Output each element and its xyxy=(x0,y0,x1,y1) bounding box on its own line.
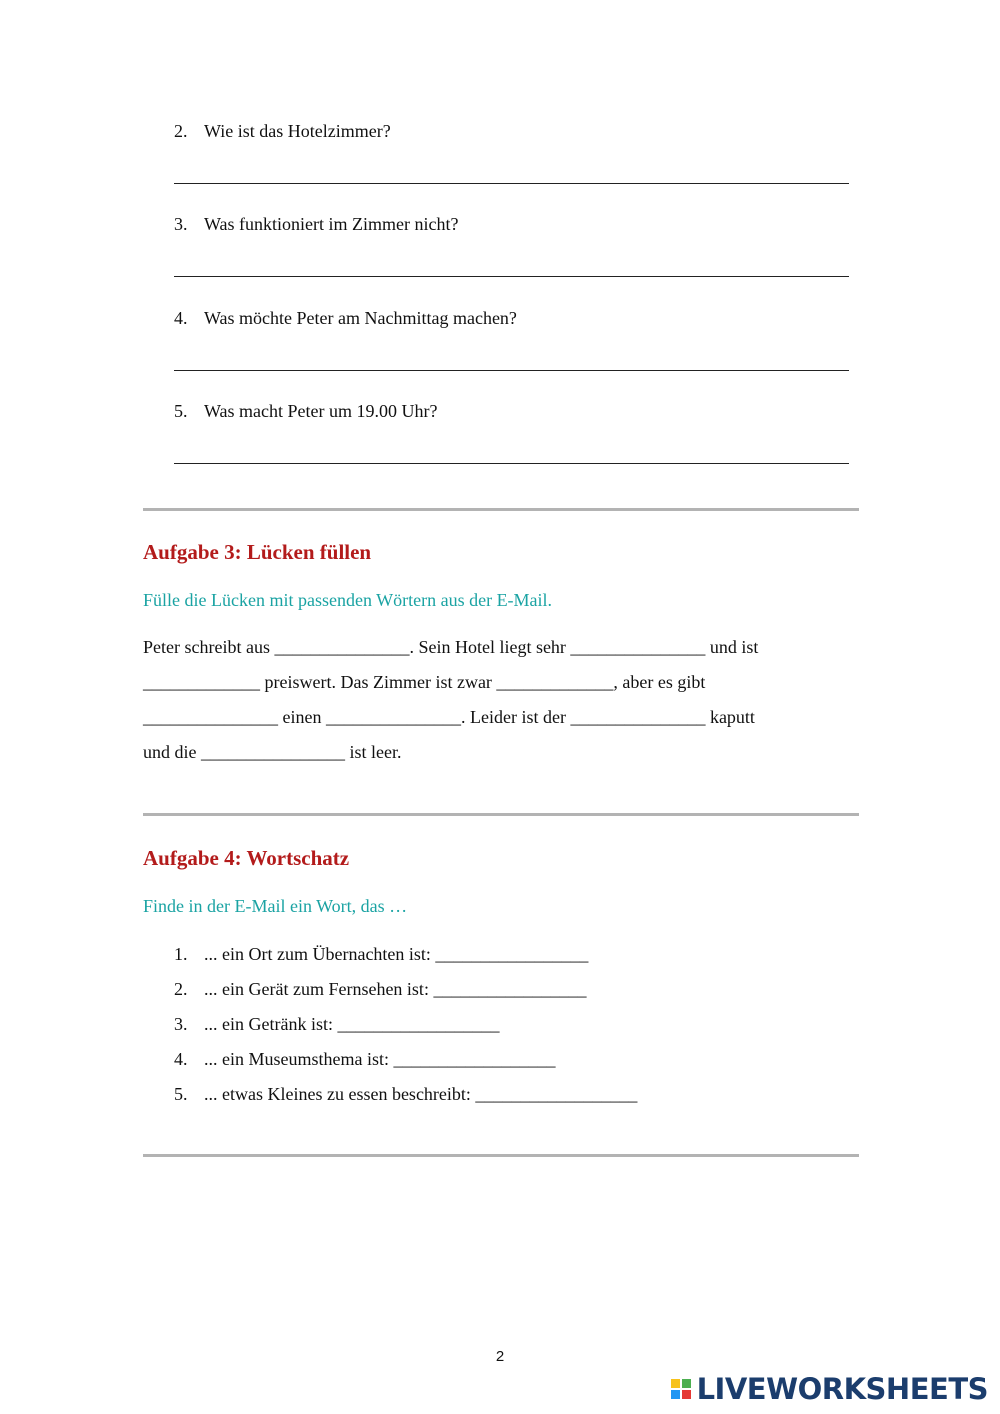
logo-square xyxy=(671,1379,680,1388)
item-text: ... ein Gerät zum Fernsehen ist: _________________ xyxy=(204,979,587,999)
item-number: 3. xyxy=(174,1014,188,1034)
question-5 xyxy=(174,400,438,422)
logo-square xyxy=(682,1390,691,1399)
item-number: 2. xyxy=(174,979,188,999)
list-item xyxy=(174,1047,637,1082)
question-text: Wie ist das Hotelzimmer? xyxy=(204,121,391,141)
liveworksheets-logo[interactable] xyxy=(671,1372,988,1406)
answer-line-2[interactable] xyxy=(174,183,849,184)
item-text: ... etwas Kleines zu essen beschreibt: __________________ xyxy=(204,1084,638,1104)
vocab-list xyxy=(174,942,637,1117)
item-text: ... ein Ort zum Übernachten ist: _________________ xyxy=(204,944,589,964)
section-divider xyxy=(143,813,859,816)
question-text: Was macht Peter um 19.00 Uhr? xyxy=(204,401,438,421)
gap-text-line: Peter schreibt aus _______________. Sein Hotel liegt sehr _______________ und ist xyxy=(143,637,759,657)
item-text: ... ein Getränk ist: __________________ xyxy=(204,1014,500,1034)
list-item xyxy=(174,942,637,977)
gap-text-line: _______________ einen _______________. Leider ist der _______________ kaputt xyxy=(143,707,755,727)
question-number: 5. xyxy=(174,401,188,421)
gap-fill-text xyxy=(143,630,843,770)
logo-square xyxy=(682,1379,691,1388)
question-number: 2. xyxy=(174,121,188,141)
list-item xyxy=(174,1012,637,1047)
gap-text-line: _____________ preiswert. Das Zimmer ist zwar _____________, aber es gibt xyxy=(143,672,706,692)
item-number: 4. xyxy=(174,1049,188,1069)
task3-instruction: Fülle die Lücken mit passenden Wörtern aus der E-Mail. xyxy=(143,590,553,610)
list-item xyxy=(174,1082,637,1117)
question-4 xyxy=(174,307,517,329)
answer-line-5[interactable] xyxy=(174,463,849,464)
task4-instruction: Finde in der E-Mail ein Wort, das … xyxy=(143,896,408,916)
logo-mark-icon xyxy=(671,1379,691,1399)
gap-text-line: und die ________________ ist leer. xyxy=(143,742,402,762)
logo-square xyxy=(671,1390,680,1399)
brand-name: LIVEWORKSHEETS xyxy=(696,1372,988,1406)
item-number: 5. xyxy=(174,1084,188,1104)
page-number: 2 xyxy=(495,1348,505,1365)
section-divider xyxy=(143,508,859,511)
question-2 xyxy=(174,120,391,142)
section-divider xyxy=(143,1154,859,1157)
question-number: 4. xyxy=(174,308,188,328)
answer-line-3[interactable] xyxy=(174,276,849,277)
question-text: Was möchte Peter am Nachmittag machen? xyxy=(204,308,517,328)
task3-heading: Aufgabe 3: Lücken füllen xyxy=(143,540,372,564)
task4-heading: Aufgabe 4: Wortschatz xyxy=(143,846,350,870)
answer-line-4[interactable] xyxy=(174,370,849,371)
question-3 xyxy=(174,213,459,235)
list-item xyxy=(174,977,637,1012)
question-number: 3. xyxy=(174,214,188,234)
question-text: Was funktioniert im Zimmer nicht? xyxy=(204,214,459,234)
item-number: 1. xyxy=(174,944,188,964)
item-text: ... ein Museumsthema ist: __________________ xyxy=(204,1049,556,1069)
